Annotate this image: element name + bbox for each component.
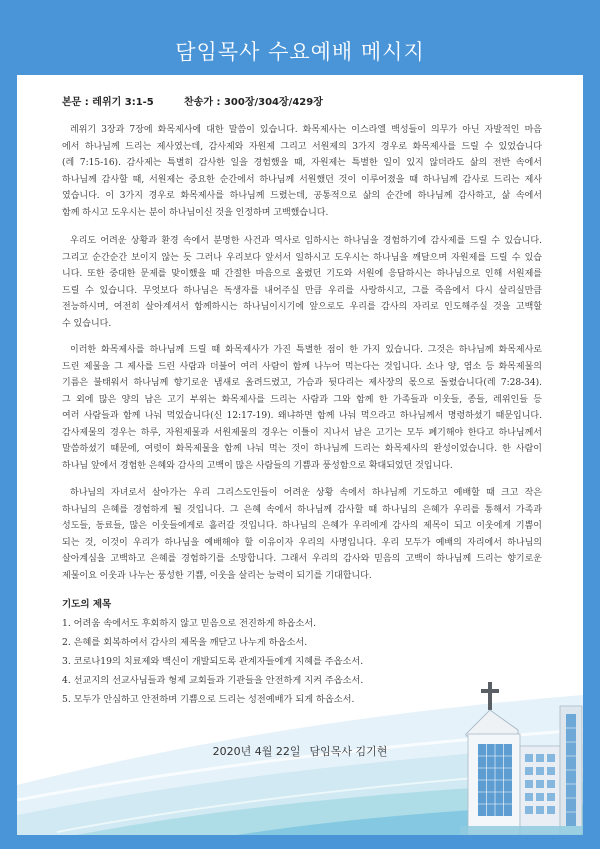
- prayer-item: 4. 선교지의 선교사님들과 형제 교회들과 기관들을 안전하게 지켜 주옵소서.: [62, 674, 364, 686]
- prayer-list: [62, 614, 462, 709]
- paragraph-line: 하나님의 은혜를 경험하게 될 것입니다. 그 은혜 속에서 하나님께 감사할 때 하나님의 은혜가 우리를 통해서 가족과: [62, 504, 542, 515]
- paragraph-line: 그리고 순간순간 보이지 않는 듯 그러나 우리보다 앞서서 일하시고 도우시는 하나님을 깨달으며 자원제를 드릴 수 있습: [62, 252, 542, 263]
- prayer-item: 5. 모두가 안심하고 안전하며 기쁨으로 드리는 성전예배가 되게 하옵소서.: [62, 693, 355, 705]
- paragraph-line: 하나님 앞에서 경험한 은혜와 감사의 고백이 많은 사람들의 기쁨과 풍성함으로 확대되었던 것입니다.: [62, 460, 453, 471]
- scripture-reference: 본문 : 레위기 3:1-5: [62, 97, 154, 108]
- hymn-numbers: 찬송가 : 300장/304장/429장: [184, 97, 323, 108]
- paragraph-line: (레 7:15-16). 감사제는 특별히 감사한 일을 경험했을 때, 자원제는 특별한 일이 있지 않더라도 삶의 전반 속에서: [62, 158, 542, 168]
- prayer-section-title: 기도의 제목: [62, 599, 112, 610]
- prayer-item: 1. 어려움 속에서도 후회하지 않고 믿음으로 전진하게 하옵소서.: [62, 617, 317, 629]
- pastor-signature: 담임목사 김기현: [309, 745, 388, 758]
- ground-base: [460, 826, 583, 835]
- footer-signature: [0, 744, 600, 760]
- page-title: 담임목사 수요예배 메시지: [175, 40, 425, 64]
- message-date: 2020년 4월 22일: [212, 745, 301, 758]
- paragraph-line: 니다. 또한 중대한 문제를 맞이했을 때 간절한 마음으로 올렸던 기도와 서원에 응답하시는 하나님으로 인해 서원제를: [62, 269, 542, 279]
- paragraph-line: 되는 것, 이것이 우리가 하나님을 예배해야 할 이유이자 우리의 사명입니다. 우리 모두가 예배의 자리에서 하나님의: [62, 537, 542, 548]
- paragraph-line: 레위기 3장과 7장에 화목제사에 대한 말씀이 있습니다. 화목제사는 이스라엘 백성들이 의무가 아닌 자발적인 마음: [70, 125, 542, 135]
- message-paragraph: [62, 485, 542, 584]
- paragraph-line: 전능하시며, 여전히 살아계셔서 함께하시는 하나님이시기에 앞으로도 우리를 감사의 자리로 인도해주실 것을 고백할: [62, 302, 542, 312]
- paragraph-line: 에서 하나님께 드리는 제사였는데, 감사제와 자원제 그리고 서원제의 3가지 경우로 화목제사를 드릴 수 있었습니다: [62, 141, 542, 152]
- paragraph-line: 말씀하셨기 때문에, 여럿이 화목제물을 함께 나눠 먹는 것이 하나님께 드리는 화목제사의 완성이었습니다. 한 사람이: [62, 444, 542, 454]
- paragraph-line: 드린 제물을 그 제사를 드린 사람과 더불어 여러 사람이 함께 나누어 먹는다는 것입니다. 소나 양, 염소 등 화목제물의: [62, 361, 542, 372]
- paragraph-line: 기름은 불태워서 하나님께 향기로운 냄새로 올려드렸고, 가슴과 뒷다리는 제사장의 몫으로 돌렸습니다(레 7:28-34).: [62, 378, 542, 388]
- paragraph-line: 함께 하시고 도우시는 분이 하나님이신 것을 인정하며 고백했습니다.: [62, 207, 329, 218]
- church-side-tower: [560, 706, 582, 835]
- paragraph-line: 였습니다. 이 3가지 경우로 화목제사를 하나님께 드렸는데, 공통적으로 삶의 순간에 하나님께 감사하고, 삶 속에서: [62, 191, 542, 201]
- prayer-item: 2. 은혜를 회복하여서 감사의 제목을 깨닫고 나누게 하옵소서.: [62, 636, 308, 648]
- message-paragraph: [62, 122, 542, 221]
- paragraph-line: 이러한 화목제사를 하나님께 드릴 때 화목제사가 가진 특별한 점이 한 가지 있습니다. 그것은 하나님께 화목제사로: [70, 345, 542, 355]
- paragraph-line: 살아계심을 고백하고 은혜를 경험하기를 소망합니다. 그래서 우리의 감사와 믿음의 고백이 하나님께 드리는 향기로운: [62, 554, 542, 564]
- header-band: [0, 0, 600, 75]
- paragraph-line: 제물이요 이웃과 나누는 풍성한 기쁨, 이웃을 살리는 능력이 되기를 기대합니다.: [62, 570, 372, 581]
- paragraph-line: 하나님의 자녀로서 살아가는 우리 그리스도인들이 어려운 상황 속에서 하나님께 기도하고 예배할 때 크고 작은: [70, 488, 542, 498]
- paragraph-line: 여러 사람들과 함께 나눠 먹었습니다(신 12:17-19). 왜냐하면 함께 나눠 먹으라고 하나님께서 명령하셨기 때문입니다.: [62, 411, 542, 421]
- paragraph-line: 수 있습니다.: [62, 318, 112, 329]
- paragraph-line: 우리도 어려운 상황과 환경 속에서 분명한 사건과 역사로 임하시는 하나님을 경험하기에 감사제를 드릴 수 있습니다.: [70, 236, 542, 246]
- cross-icon: [481, 682, 499, 710]
- message-paragraph: [62, 233, 542, 332]
- paragraph-line: 감사제물의 경우는 하루, 자원제물과 서원제물의 경우는 이틀이 지나서 남은 고기는 모두 폐기해야 한다고 하나님께서: [62, 427, 542, 438]
- paragraph-line: 성도들, 동료들, 많은 이웃들에게로 흘러갈 것입니다. 하나님의 은혜가 우리에게 감사의 제목이 되고 이웃에게 기쁨이: [62, 521, 542, 531]
- message-paragraph: [62, 342, 542, 474]
- paragraph-line: 하나님께 감사할 때, 서원제는 중요한 순간에서 하나님께 서원했던 것이 이루어졌을 때 하나님께 감사로 드리는 제사: [62, 174, 542, 185]
- paragraph-line: 그 외에 많은 양의 남은 고기 부위는 화목제사를 드리는 사람과 그와 함께 한 가족들과 이웃들, 종들, 레위인들 등: [62, 394, 542, 405]
- paragraph-line: 드릴 수 있습니다. 무엇보다 하나님은 독생자를 내어주실 만큼 우리를 사랑하시고, 그를 죽음에서 다시 살리실만큼: [62, 285, 542, 296]
- prayer-item: 3. 코로나19의 치료제와 백신이 개발되도록 관계자들에게 지혜를 주옵소서.: [62, 655, 364, 667]
